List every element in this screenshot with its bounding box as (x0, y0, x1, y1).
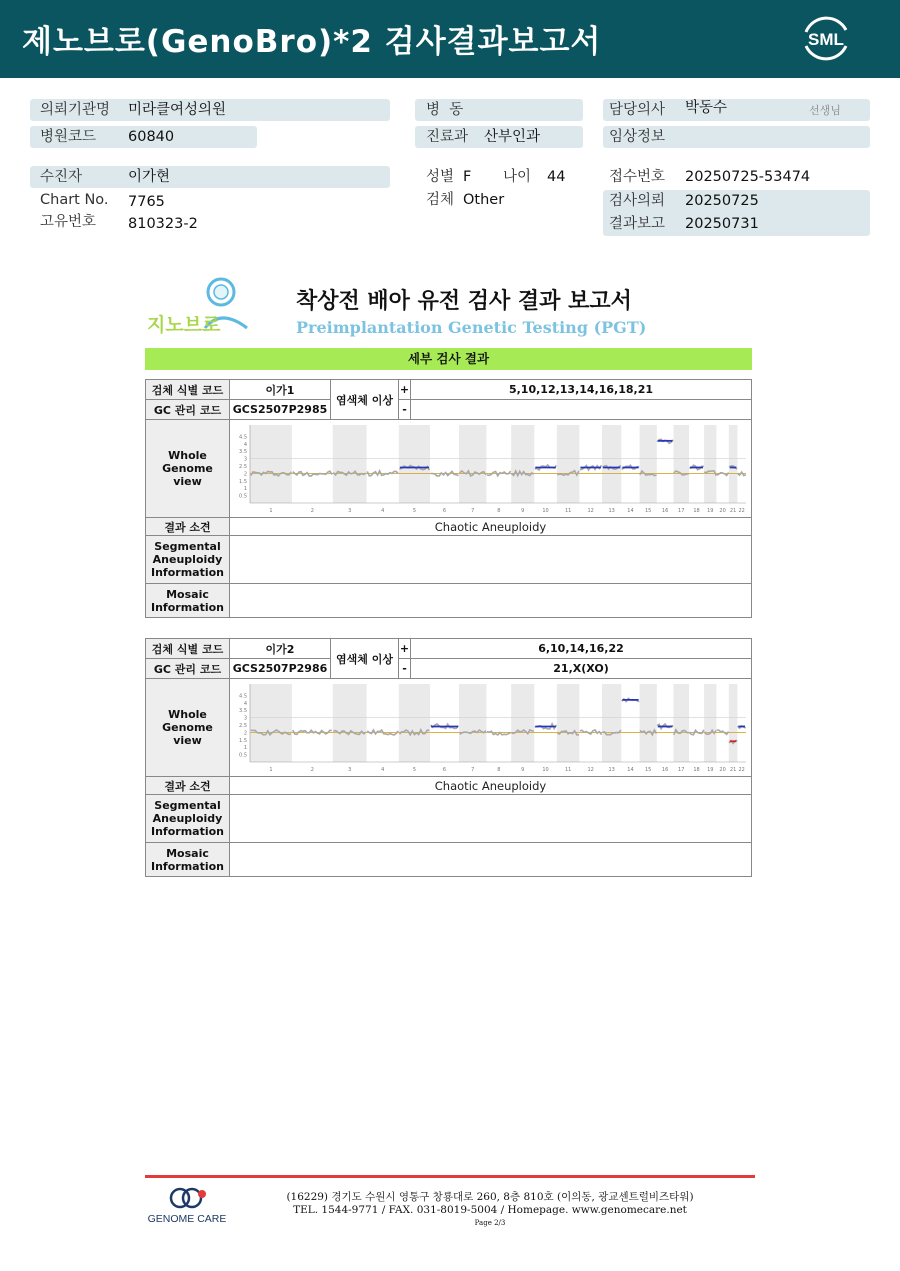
report-title-en: Preimplantation Genetic Testing (PGT) (296, 318, 647, 337)
segmental-label: Segmental Aneuploidy Information (146, 795, 230, 843)
y-tick-label: 2 (243, 729, 247, 736)
chromosome-band (557, 684, 580, 762)
x-tick-label: 9 (521, 507, 525, 514)
sex-label: 성별 (426, 169, 455, 185)
gc-code-value: GCS2507P2985 (230, 400, 331, 420)
doctor-suffix: 선생님 (809, 104, 841, 117)
footer-contact: TEL. 1544-9771 / FAX. 031-8019-5004 / Homepage. www.genomecare.net (293, 1204, 687, 1216)
chromosome-band (729, 425, 738, 503)
chart-label: Chart No. (40, 192, 109, 208)
finding-label: 결과 소견 (146, 518, 230, 536)
y-tick-label: 2.5 (239, 463, 247, 470)
sample-id-value: 이가1 (230, 380, 331, 400)
chromosome-band (399, 425, 430, 503)
mosaic-value (230, 843, 752, 877)
patient-name: 이가현 (128, 169, 171, 185)
specimen-label: 검체 (426, 192, 455, 208)
sample-id-value: 이가2 (230, 639, 331, 659)
genome-view-chart (230, 680, 752, 776)
institution-label: 의뢰기관명 (40, 102, 111, 118)
y-tick-label: 4 (243, 700, 247, 707)
gc-code-label: GC 관리 코드 (146, 400, 230, 420)
minus-sign: - (399, 659, 411, 679)
x-tick-label: 3 (348, 507, 352, 514)
genome-view-cell (230, 679, 752, 777)
chromosome-band (640, 684, 657, 762)
y-tick-label: 2.5 (239, 722, 247, 729)
segmental-value (230, 795, 752, 843)
y-tick-label: 3 (243, 715, 247, 722)
x-tick-label: 8 (497, 507, 501, 514)
x-tick-label: 20 (719, 766, 726, 773)
clinical-label: 임상정보 (609, 129, 666, 145)
svg-text:SML: SML (808, 30, 844, 49)
loss-list: 21,X(XO) (411, 659, 752, 679)
header-title: 제노브로(GenoBro)*2 검사결과보고서 (22, 24, 602, 60)
result-table-1 (145, 379, 752, 618)
gain-list: 6,10,14,16,22 (411, 639, 752, 659)
x-tick-label: 12 (587, 766, 594, 773)
y-tick-label: 4.5 (239, 692, 247, 699)
loss-list (411, 400, 752, 420)
request-label: 검사의뢰 (609, 193, 666, 209)
cn-trace (487, 731, 511, 735)
institution-value: 미라클여성의원 (128, 102, 227, 118)
hospital-code-value: 60840 (128, 129, 175, 145)
chromosome-band (704, 684, 716, 762)
chrom-abnormal-label: 염색체 이상 (331, 380, 399, 420)
y-tick-label: 1.5 (239, 737, 247, 744)
x-tick-label: 14 (627, 766, 634, 773)
x-tick-label: 4 (381, 507, 385, 514)
mosaic-label: Mosaic Information (146, 584, 230, 618)
svg-text:지노브로: 지노브로 (147, 315, 221, 336)
request-value: 20250725 (685, 193, 759, 209)
x-tick-label: 1 (269, 766, 273, 773)
x-tick-label: 11 (564, 507, 572, 514)
x-tick-label: 22 (738, 507, 745, 514)
mosaic-value (230, 584, 752, 618)
hospital-code-label: 병원코드 (40, 129, 97, 145)
y-tick-label: 2 (243, 470, 247, 477)
unique-label: 고유번호 (40, 214, 97, 230)
x-tick-label: 21 (729, 507, 737, 514)
chromosome-band (602, 684, 621, 762)
section-title: 세부 검사 결과 (145, 348, 752, 370)
cn-trace (738, 472, 746, 476)
x-tick-label: 5 (412, 507, 417, 514)
chromosome-band (511, 425, 534, 503)
age-label: 나이 (503, 169, 532, 185)
y-tick-label: 3.5 (239, 448, 247, 455)
whole-genome-label: Whole Genome view (146, 679, 230, 777)
chromosome-band (673, 425, 689, 503)
sex-value: F (463, 169, 472, 185)
x-tick-label: 17 (678, 766, 685, 773)
y-tick-label: 4 (243, 441, 247, 448)
x-tick-label: 20 (719, 507, 726, 514)
x-tick-label: 4 (381, 766, 385, 773)
mosaic-label: Mosaic Information (146, 843, 230, 877)
doctor-value: 박동수 (685, 100, 728, 116)
ward-label: 병 동 (426, 102, 464, 118)
x-tick-label: 2 (310, 507, 314, 514)
finding-label: 결과 소견 (146, 777, 230, 795)
gain-list: 5,10,12,13,14,16,18,21 (411, 380, 752, 400)
gc-code-label: GC 관리 코드 (146, 659, 230, 679)
sml-logo (798, 12, 854, 64)
report-title-kr: 착상전 배아 유전 검사 결과 보고서 (296, 289, 632, 314)
x-tick-label: 12 (587, 507, 594, 514)
patient-label: 수진자 (40, 169, 83, 185)
report-header (0, 0, 900, 78)
x-tick-label: 6 (442, 766, 447, 773)
x-tick-label: 14 (627, 507, 634, 514)
chromosome-band (250, 425, 292, 503)
x-tick-label: 18 (693, 507, 700, 514)
x-tick-label: 21 (729, 766, 737, 773)
x-tick-label: 22 (738, 766, 745, 773)
result-table-2 (145, 638, 752, 877)
chromosome-band (557, 425, 580, 503)
chromosome-band (602, 425, 621, 503)
x-tick-label: 10 (542, 507, 549, 514)
y-tick-label: 0.5 (239, 752, 247, 759)
x-tick-label: 11 (564, 766, 572, 773)
footer-divider (145, 1175, 755, 1178)
whole-genome-label: Whole Genome view (146, 420, 230, 518)
x-tick-label: 6 (442, 507, 447, 514)
x-tick-label: 7 (471, 766, 475, 773)
x-tick-label: 13 (608, 507, 615, 514)
genome-care-logo (142, 1186, 232, 1226)
finding-value: Chaotic Aneuploidy (230, 777, 752, 795)
chromosome-band (333, 684, 367, 762)
report-date-label: 결과보고 (609, 216, 666, 232)
chart-value: 7765 (128, 194, 165, 210)
report-date-value: 20250731 (685, 216, 759, 232)
minus-sign: - (399, 400, 411, 420)
x-tick-label: 19 (707, 507, 714, 514)
footer-page: Page 2/3 (474, 1219, 506, 1227)
finding-value: Chaotic Aneuploidy (230, 518, 752, 536)
segmental-label: Segmental Aneuploidy Information (146, 536, 230, 584)
x-tick-label: 17 (678, 507, 685, 514)
chromosome-band (704, 425, 716, 503)
genobro-logo (145, 276, 257, 338)
sample-id-label: 검체 식별 코드 (146, 639, 230, 659)
chromosome-band (399, 684, 430, 762)
y-tick-label: 1 (243, 485, 247, 492)
sample-id-label: 검체 식별 코드 (146, 380, 230, 400)
x-tick-label: 13 (608, 766, 615, 773)
x-tick-label: 16 (661, 766, 669, 773)
chrom-abnormal-label: 염색체 이상 (331, 639, 399, 679)
chromosome-band (250, 684, 292, 762)
department-label: 진료과 (426, 129, 469, 145)
x-tick-label: 2 (310, 766, 314, 773)
x-tick-label: 19 (707, 766, 714, 773)
x-tick-label: 1 (269, 507, 273, 514)
y-tick-label: 4.5 (239, 433, 247, 440)
cn-trace (431, 471, 459, 476)
x-tick-label: 18 (693, 766, 700, 773)
y-tick-label: 0.5 (239, 493, 247, 500)
chromosome-band (333, 425, 367, 503)
chromosome-band (511, 684, 534, 762)
footer-address: (16229) 경기도 수원시 영통구 창룡대로 260, 8층 810호 (이의동, 광교센트럴비즈타워) (286, 1191, 694, 1203)
segmental-value (230, 536, 752, 584)
x-tick-label: 3 (348, 766, 352, 773)
chromosome-band (459, 425, 486, 503)
svg-text:GENOME CARE: GENOME CARE (147, 1213, 227, 1225)
genome-view-chart (230, 421, 752, 517)
x-tick-label: 16 (661, 507, 669, 514)
gc-code-value: GCS2507P2986 (230, 659, 331, 679)
doctor-label: 담당의사 (609, 102, 666, 118)
chromosome-band (729, 684, 738, 762)
x-tick-label: 10 (542, 766, 549, 773)
x-tick-label: 15 (645, 507, 652, 514)
y-tick-label: 1 (243, 744, 247, 751)
department-value: 산부인과 (484, 129, 541, 145)
y-tick-label: 1.5 (239, 478, 247, 485)
y-tick-label: 3.5 (239, 707, 247, 714)
x-tick-label: 9 (521, 766, 525, 773)
chromosome-band (459, 684, 486, 762)
unique-value: 810323-2 (128, 216, 198, 232)
receipt-value: 20250725-53474 (685, 169, 811, 185)
x-tick-label: 15 (645, 766, 652, 773)
genome-view-cell (230, 420, 752, 518)
plus-sign: + (399, 639, 411, 659)
x-tick-label: 7 (471, 507, 475, 514)
x-tick-label: 8 (497, 766, 501, 773)
specimen-value: Other (463, 192, 505, 208)
age-value: 44 (547, 169, 566, 185)
chromosome-band (640, 425, 657, 503)
receipt-label: 접수번호 (609, 169, 666, 185)
plus-sign: + (399, 380, 411, 400)
x-tick-label: 5 (412, 766, 417, 773)
y-tick-label: 3 (243, 456, 247, 463)
chromosome-band (673, 684, 689, 762)
